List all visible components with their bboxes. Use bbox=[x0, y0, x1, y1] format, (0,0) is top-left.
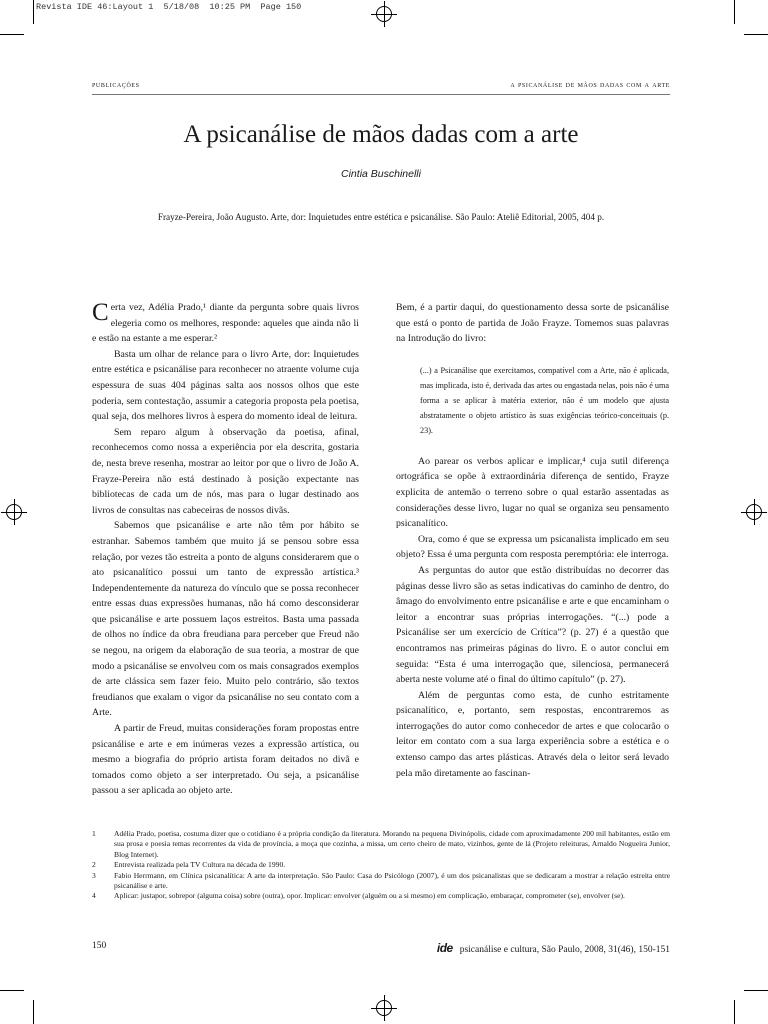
right-column bbox=[396, 300, 669, 781]
footnote-text: Aplicar: justapor, sobrepor (alguma coisa) sobre (outra), opor. Implicar: envolver (alguém ou a si mesmo) em complicação, embaraçar, comprometer (se), envolver (se). bbox=[114, 891, 625, 901]
footnote-number: 2 bbox=[92, 860, 96, 870]
footnote-number: 1 bbox=[92, 829, 96, 838]
paragraph: Bem, é a partir daqui, do questionamento dessa sorte de psicanálise que está o ponto de partida de João Frayze. Tomemos suas palavras na Introdução do livro: bbox=[396, 302, 669, 345]
paragraph: Ora, como é que se expressa um psicanalista implicado em seu objeto? Essa é uma pergunta com resposta peremptória: ele interroga. bbox=[396, 533, 669, 561]
journal-logo: ide bbox=[436, 941, 453, 955]
paragraph: A partir de Freud, muitas considerações foram propostas entre psicanálise e arte e em inúmeras vezes a expressão artística, ou mesmo a biografia do próprio artista foram deitados no divã e tomados como objeto a ser interpretado. Ou seja, a psicanálise passou a ser aplicada ao objeto arte. bbox=[92, 723, 359, 797]
footnote bbox=[92, 891, 670, 901]
paragraph: Sem reparo algum à observação da poetisa, afinal, reconhecemos como nossa a experiência por ela descrita, gostaria de, nesta breve resenha, mostrar ao leitor por que o livro de João A. Frayze-Pereira não está destinado à posição expectante nas bibliotecas de cada um de nós, mas para o lugar destinado aos livros de consultas nas cabeceiras de nossos divãs. bbox=[92, 426, 359, 516]
drop-cap: C bbox=[92, 299, 109, 326]
paragraph: Ao parear os verbos aplicar e implicar,⁴ cuja sutil diferença ortográfica se opõe à extraordinária diferença de sentido, Frayze explicita de antemão o terreno sobre o qual estarão assentadas as considerações desse livro, lugar no qual se organiza seu pensamento psicanalítico. bbox=[396, 455, 669, 530]
footnote bbox=[92, 829, 670, 860]
crop-mark bbox=[744, 34, 768, 35]
crop-mark bbox=[734, 0, 735, 24]
article-author: Cintia Buschinelli bbox=[341, 168, 421, 180]
crop-mark bbox=[0, 990, 24, 991]
paragraph: Além de perguntas como esta, de cunho estritamente psicanalítico, e, portanto, sem respostas, encontraremos as interrogações do autor como conhecedor de artes e que colocarão o leitor em contato com a sua larga experiência sobre a estética e o extenso campo das artes plásticas. Através dela o leitor será levado pela mão diretamente ao fascinan- bbox=[396, 689, 669, 779]
paragraph: Sabemos que psicanálise e arte não têm por hábito se estranhar. Sabemos também que muito já se pensou sobre essa relação, por vezes tão estreita a ponto de alguns considerarem que o ato psicanalítico possui um tanto de expressão artística.³ Independentemente da natureza do vínculo que se possa reconhecer entre essas duas expressões humanas, não há como desconsiderar que psicanálise e arte possuem laços estreitos. Basta uma passada de olhos no índice da obra freudiana para perceber que Freud não se negou, na origem da elaboração de sua teoria, a mostrar de que modo a psicanálise se envolveu com os mais consagrados exemplos de arte clássica sem fazer feio. Muito pelo contrário, são textos freudianos que exalam o vigor da psicanálise no seu contato com a Arte. bbox=[92, 520, 359, 719]
journal-citation bbox=[437, 941, 670, 955]
paragraph: As perguntas do autor que estão distribuídas no decorrer das páginas desse livro são as setas indicativas do caminho de dentro, do âmago do envolvimento entre psicanálise e arte e que encaminham o leitor a encontrar suas próprias interrogações. “(...) pode a Psicanálise ser um exercício de Crítica”? (p. 27) é a questão que encontramos nas primeiras páginas do livro. E o autor conclui em seguida: “Esta é uma interrogação que, silenciosa, permanecerá aberta neste volume até o final do último capítulo” (p. 27). bbox=[396, 564, 669, 686]
registration-mark-icon bbox=[6, 504, 22, 520]
header-rule bbox=[92, 94, 670, 95]
footnote-number: 3 bbox=[92, 870, 96, 880]
paragraph: Basta um olhar de relance para o livro Arte, dor: Inquietudes entre estética e psicanálise para reconhecer no atraente volume cuja espessura de suas 404 páginas salta aos nossos olhos que este poderia, sem contestação, assumir a categoria proposta pela poetisa, qual seja, dos melhores livros à espera do momento ideal de leitura. bbox=[92, 348, 359, 423]
registration-mark-icon bbox=[746, 504, 762, 520]
footnotes bbox=[92, 829, 670, 902]
citation-text: psicanálise e cultura, São Paulo, 2008, 31(46), 150-151 bbox=[459, 945, 670, 955]
page-number: 150 bbox=[92, 941, 107, 951]
left-column bbox=[92, 300, 359, 799]
registration-mark-icon bbox=[376, 6, 392, 22]
footnote bbox=[92, 860, 670, 870]
crop-mark bbox=[33, 1000, 34, 1024]
book-reference: Frayze-Pereira, João Augusto. Arte, dor: Inquietudes entre estética e psicanálise. São Paulo: Ateliê Editorial, 2005, 404 p. bbox=[157, 212, 605, 222]
footnote-text: Entrevista realizada pela TV Cultura na década de 1990. bbox=[114, 860, 286, 870]
crop-mark bbox=[744, 990, 768, 991]
footnote-text: Fabio Herrmann, em Clínica psicanalítica: A arte da interpretação. São Paulo: Casa do Psicólogo (2007), é um dos psicanalistas que se dedicaram a mostrar a relação estreita entre psicanálise e arte. bbox=[114, 870, 670, 891]
crop-mark bbox=[0, 34, 24, 35]
footnote-number: 4 bbox=[92, 891, 96, 901]
footnote-text: Adélia Prado, poetisa, costuma dizer que o cotidiano é a própria condição da literatura. Morando na pequena Divinópolis, cidade com aproximadamente 200 mil habitantes, estão em sua prosa e poesia temas recorrentes da vida de província, a moça que cozinha, a missa, um certo cheiro de mato, vizinhos, gente de lá (Projeto releituras, Arnaldo Nogueira Junior, Blog Internet). bbox=[114, 829, 670, 859]
print-slug: Revista IDE 46:Layout 1 5/18/08 10:25 PM Page 150 bbox=[36, 2, 302, 12]
crop-mark bbox=[734, 1000, 735, 1024]
block-quote: (...) a Psicanálise que exercitamos, compatível com a Arte, não é aplicada, mas implicada, isto é, derivada das artes ou engastada nelas, pois não é uma forma a se aplicar à matéria exterior, não é um modelo que ajusta abstratamente o objeto artístico às suas exigências teórico-conceituais (p. 23). bbox=[420, 365, 669, 435]
running-title: a psicanálise de mãos dadas com a arte bbox=[510, 79, 670, 89]
footnote bbox=[92, 871, 670, 892]
registration-mark-icon bbox=[376, 1000, 392, 1016]
crop-mark bbox=[33, 0, 34, 24]
article-title: A psicanálise de mãos dadas com a arte bbox=[183, 121, 579, 148]
paragraph: Certa vez, Adélia Prado,¹ diante da pergunta sobre quais livros elegeria como os melhores, responde: aqueles que ainda não li e estão na estante a me esperar.² bbox=[92, 299, 359, 345]
section-header: publicações bbox=[92, 79, 140, 89]
